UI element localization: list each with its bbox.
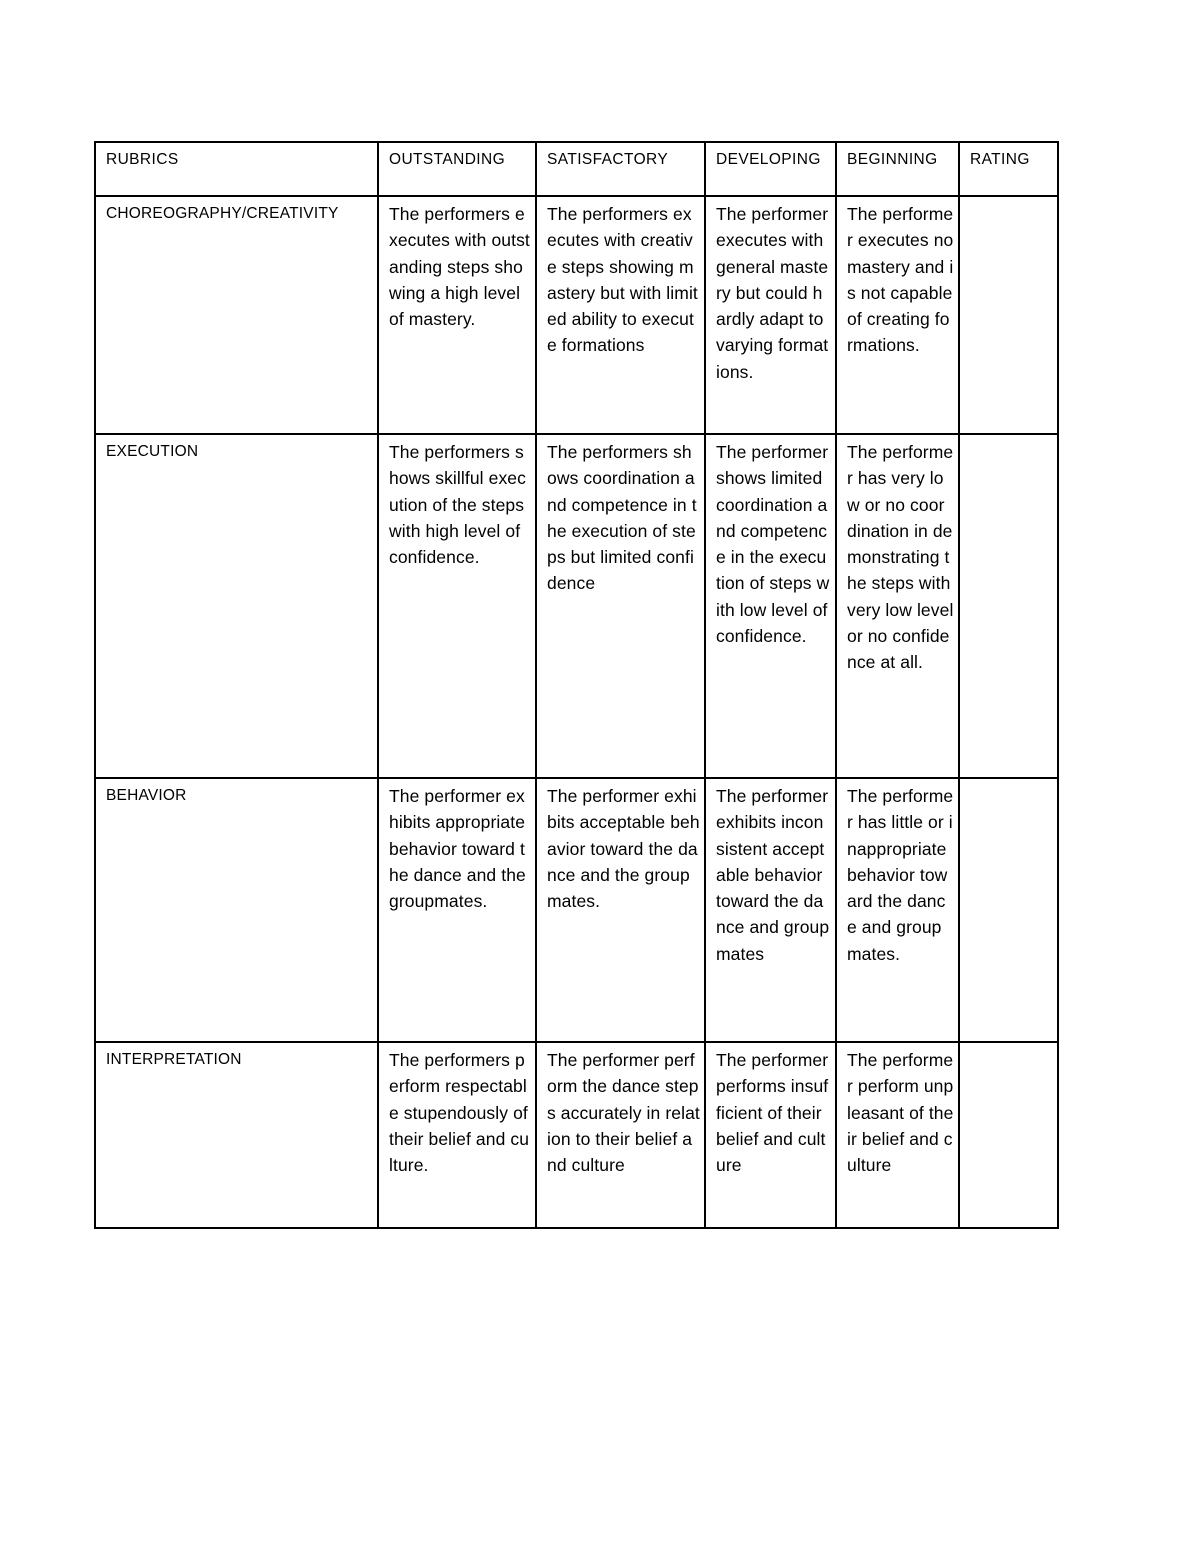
header-row <box>95 142 1058 196</box>
outstanding-cell: The performer exhibits appropriate behavior toward the dance and the groupmates. <box>378 778 536 1042</box>
satisfactory-cell: The performer exhibits acceptable behavior toward the dance and the groupmates. <box>536 778 705 1042</box>
header-beginning: BEGINNING <box>836 142 959 196</box>
beginning-cell: The performer has little or inappropriate behavior toward the dance and groupmates. <box>836 778 959 1042</box>
satisfactory-cell: The performers executes with creative steps showing mastery but with limited ability to execute formations <box>536 196 705 434</box>
header-developing: DEVELOPING <box>705 142 836 196</box>
table-row <box>95 1042 1058 1228</box>
outstanding-cell: The performers shows skillful execution of the steps with high level of confidence. <box>378 434 536 778</box>
criterion-cell: CHOREOGRAPHY/CREATIVITY <box>95 196 378 434</box>
table-row <box>95 196 1058 434</box>
outstanding-cell: The performers perform respectable stupendously of their belief and culture. <box>378 1042 536 1228</box>
developing-cell: The performer exhibits inconsistent acceptable behavior toward the dance and groupmates <box>705 778 836 1042</box>
beginning-cell: The performer has very low or no coordination in demonstrating the steps with very low level or no confidence at all. <box>836 434 959 778</box>
header-satisfactory: SATISFACTORY <box>536 142 705 196</box>
rating-cell <box>959 778 1058 1042</box>
table-row <box>95 434 1058 778</box>
header-outstanding: OUTSTANDING <box>378 142 536 196</box>
rubric-table <box>94 141 1059 1229</box>
developing-cell: The performer shows limited coordination and competence in the execution of steps with low level of confidence. <box>705 434 836 778</box>
beginning-cell: The performer executes no mastery and is not capable of creating formations. <box>836 196 959 434</box>
rating-cell <box>959 1042 1058 1228</box>
satisfactory-cell: The performers shows coordination and competence in the execution of steps but limited confidence <box>536 434 705 778</box>
header-rating: RATING <box>959 142 1058 196</box>
table-row <box>95 778 1058 1042</box>
beginning-cell: The performer perform unpleasant of their belief and culture <box>836 1042 959 1228</box>
rating-cell <box>959 434 1058 778</box>
developing-cell: The performer executes with general mastery but could hardly adapt to varying formations. <box>705 196 836 434</box>
criterion-cell: EXECUTION <box>95 434 378 778</box>
rating-cell <box>959 196 1058 434</box>
satisfactory-cell: The performer perform the dance steps accurately in relation to their belief and culture <box>536 1042 705 1228</box>
criterion-cell: BEHAVIOR <box>95 778 378 1042</box>
header-rubrics: RUBRICS <box>95 142 378 196</box>
criterion-cell: INTERPRETATION <box>95 1042 378 1228</box>
outstanding-cell: The performers executes with outstanding steps showing a high level of mastery. <box>378 196 536 434</box>
developing-cell: The performer performs insufficient of their belief and culture <box>705 1042 836 1228</box>
